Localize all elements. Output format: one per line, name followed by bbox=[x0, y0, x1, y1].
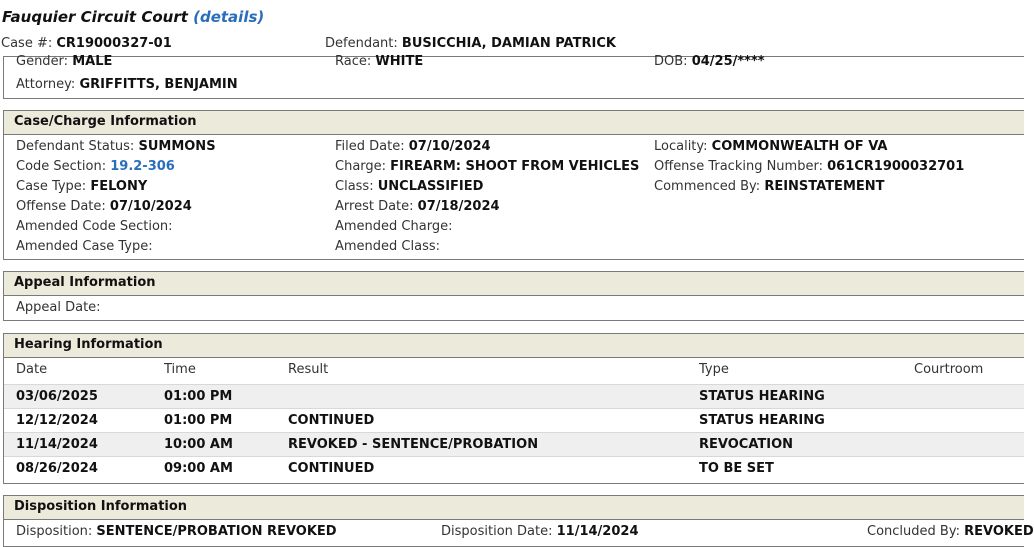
hearing-date: 08/26/2024 bbox=[16, 461, 98, 476]
hearing-type: REVOCATION bbox=[699, 437, 794, 452]
charge-value: FIREARM: SHOOT FROM VEHICLES bbox=[390, 159, 640, 174]
case-number-field bbox=[1, 36, 172, 51]
disposition-field bbox=[16, 524, 337, 539]
hearing-type: STATUS HEARING bbox=[699, 389, 825, 404]
commenced-by-field bbox=[654, 179, 885, 194]
defendant-status-label: Defendant Status: bbox=[16, 139, 135, 154]
amended-case-type-label: Amended Case Type: bbox=[16, 239, 153, 254]
hearing-time: 09:00 AM bbox=[164, 461, 233, 476]
case-charge-title: Case/Charge Information bbox=[14, 114, 197, 129]
filed-date-field bbox=[335, 139, 491, 154]
col-time: Time bbox=[164, 362, 196, 377]
case-type-field bbox=[16, 179, 147, 194]
dob-value: 04/25/**** bbox=[691, 54, 765, 69]
concluded-by-field bbox=[867, 524, 1034, 539]
otn-label: Offense Tracking Number: bbox=[654, 159, 823, 174]
filed-date-value: 07/10/2024 bbox=[408, 139, 491, 154]
class-label: Class: bbox=[335, 179, 374, 194]
commenced-by-label: Commenced By: bbox=[654, 179, 761, 194]
attorney-label: Attorney: bbox=[16, 77, 76, 92]
commenced-by-value: REINSTATEMENT bbox=[764, 179, 885, 194]
hearing-type: STATUS HEARING bbox=[699, 413, 825, 428]
case-charge-section bbox=[3, 110, 1024, 260]
locality-field bbox=[654, 139, 887, 154]
offense-date-value: 07/10/2024 bbox=[109, 199, 192, 214]
disposition-date-label: Disposition Date: bbox=[441, 524, 553, 539]
appeal-title: Appeal Information bbox=[14, 275, 156, 290]
case-type-label: Case Type: bbox=[16, 179, 87, 194]
col-date: Date bbox=[16, 362, 48, 377]
race-label: Race: bbox=[335, 54, 372, 69]
amended-class-field bbox=[335, 239, 440, 254]
code-section-field bbox=[16, 159, 175, 174]
defendant-field bbox=[325, 36, 616, 51]
offense-date-field bbox=[16, 199, 192, 214]
col-result: Result bbox=[288, 362, 329, 377]
locality-label: Locality: bbox=[654, 139, 708, 154]
table-row bbox=[4, 456, 1024, 480]
amended-class-label: Amended Class: bbox=[335, 239, 441, 254]
hearing-result: CONTINUED bbox=[288, 461, 375, 476]
locality-value: COMMONWEALTH OF VA bbox=[711, 139, 888, 154]
disposition-date-value: 11/14/2024 bbox=[556, 524, 639, 539]
defendant-value: BUSICCHIA, DAMIAN PATRICK bbox=[401, 36, 616, 51]
case-charge-header bbox=[4, 111, 1024, 135]
table-row bbox=[4, 432, 1024, 456]
defendant-label: Defendant: bbox=[325, 36, 398, 51]
court-name: Fauquier Circuit Court bbox=[2, 8, 188, 26]
hearing-result: REVOKED - SENTENCE/PROBATION bbox=[288, 437, 539, 452]
arrest-date-value: 07/18/2024 bbox=[417, 199, 500, 214]
disposition-value: SENTENCE/PROBATION REVOKED bbox=[96, 524, 337, 539]
disposition-label: Disposition: bbox=[16, 524, 93, 539]
col-courtroom: Courtroom bbox=[914, 362, 984, 377]
attorney-field bbox=[16, 77, 238, 92]
filed-date-label: Filed Date: bbox=[335, 139, 405, 154]
amended-code-section-label: Amended Code Section: bbox=[16, 219, 173, 234]
gender-value: MALE bbox=[72, 54, 113, 69]
disposition-title: Disposition Information bbox=[14, 499, 188, 514]
race-value: WHITE bbox=[375, 54, 424, 69]
amended-charge-field bbox=[335, 219, 452, 234]
arrest-date-field bbox=[335, 199, 500, 214]
hearing-section bbox=[3, 333, 1024, 484]
code-section-label: Code Section: bbox=[16, 159, 107, 174]
disposition-date-field bbox=[441, 524, 638, 539]
concluded-by-label: Concluded By: bbox=[867, 524, 960, 539]
defendant-status-value: SUMMONS bbox=[138, 139, 216, 154]
disposition-header bbox=[4, 496, 1024, 520]
charge-field bbox=[335, 159, 639, 174]
gender-field bbox=[16, 54, 112, 69]
attorney-value: GRIFFITTS, BENJAMIN bbox=[79, 77, 238, 92]
hearing-date: 11/14/2024 bbox=[16, 437, 98, 452]
dob-field bbox=[654, 54, 765, 69]
amended-charge-label: Amended Charge: bbox=[335, 219, 453, 234]
race-field bbox=[335, 54, 423, 69]
table-row bbox=[4, 408, 1024, 432]
hearing-type: TO BE SET bbox=[699, 461, 774, 476]
defendant-info-box bbox=[3, 56, 1024, 99]
dob-label: DOB: bbox=[654, 54, 688, 69]
appeal-date-field bbox=[16, 300, 101, 315]
case-number-label: Case #: bbox=[1, 36, 53, 51]
otn-field bbox=[654, 159, 964, 174]
hearing-date: 03/06/2025 bbox=[16, 389, 98, 404]
arrest-date-label: Arrest Date: bbox=[335, 199, 414, 214]
offense-date-label: Offense Date: bbox=[16, 199, 106, 214]
col-type: Type bbox=[699, 362, 729, 377]
hearing-time: 01:00 PM bbox=[164, 389, 233, 404]
hearing-date: 12/12/2024 bbox=[16, 413, 98, 428]
case-number-value: CR19000327-01 bbox=[56, 36, 172, 51]
hearing-table-header bbox=[4, 358, 1024, 383]
hearing-result: CONTINUED bbox=[288, 413, 375, 428]
hearing-time: 10:00 AM bbox=[164, 437, 233, 452]
class-value: UNCLASSIFIED bbox=[377, 179, 484, 194]
amended-code-section-field bbox=[16, 219, 173, 234]
code-section-link[interactable]: 19.2-306 bbox=[110, 159, 175, 174]
appeal-date-label: Appeal Date: bbox=[16, 300, 101, 315]
hearing-time: 01:00 PM bbox=[164, 413, 233, 428]
case-type-value: FELONY bbox=[90, 179, 148, 194]
court-title bbox=[2, 8, 264, 26]
charge-label: Charge: bbox=[335, 159, 387, 174]
concluded-by-value: REVOKED bbox=[964, 524, 1034, 539]
hearing-header bbox=[4, 334, 1024, 358]
table-row bbox=[4, 384, 1024, 408]
gender-label: Gender: bbox=[16, 54, 69, 69]
amended-case-type-field bbox=[16, 239, 153, 254]
class-field bbox=[335, 179, 483, 194]
hearing-title: Hearing Information bbox=[14, 337, 163, 352]
appeal-header bbox=[4, 272, 1024, 296]
defendant-status-field bbox=[16, 139, 216, 154]
details-link[interactable]: (details) bbox=[193, 8, 265, 26]
otn-value: 061CR1900032701 bbox=[827, 159, 965, 174]
appeal-section bbox=[3, 271, 1024, 321]
disposition-section bbox=[3, 495, 1034, 547]
